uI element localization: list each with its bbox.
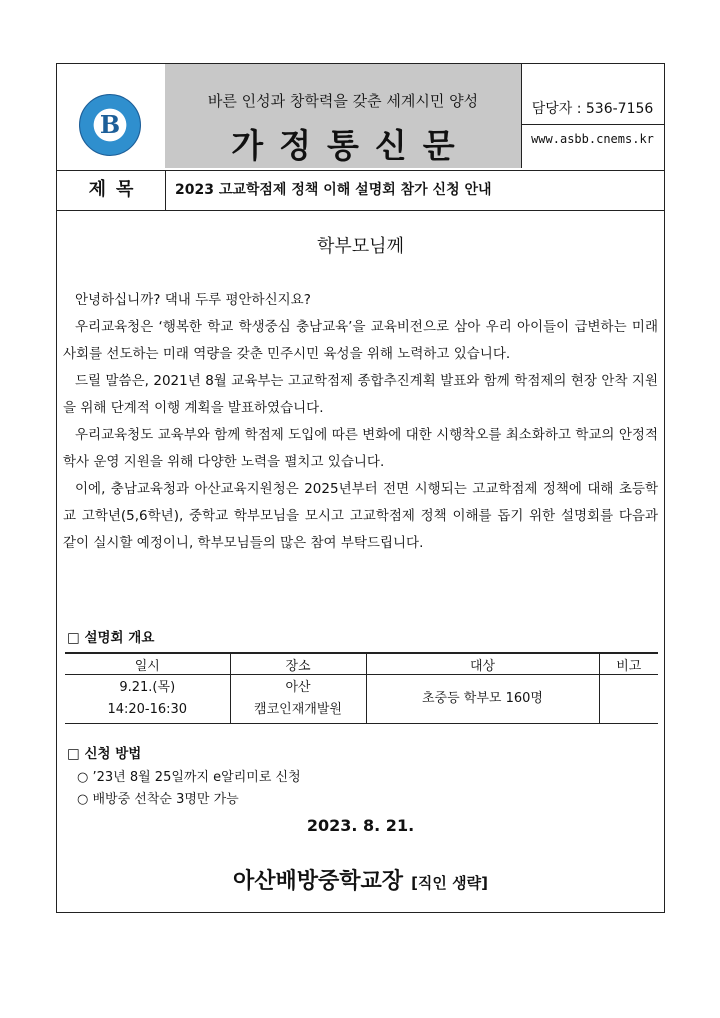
greeting: 학부모님께 <box>317 236 404 257</box>
col-header: 일시 <box>65 653 230 675</box>
place-venue: 캠코인재개발원 <box>254 702 342 717</box>
paragraph: 우리교육청도 교육부와 함께 학점제 도입에 따른 변화에 대한 시행착오를 최소화하고 학교의 안정적 학사 운영 지원을 위해 다양한 노력을 펼치고 있습니다. <box>63 427 658 470</box>
slogan: 바른 인성과 창학력을 갖춘 세계시민 양성 <box>207 92 479 110</box>
table-header-row <box>65 653 658 675</box>
page-title: 가정통신문 <box>231 126 471 165</box>
col-header: 대상 <box>366 653 599 675</box>
apply-item: ○ 배방중 선착순 3명만 가능 <box>77 792 239 807</box>
place-cell <box>230 675 366 724</box>
principal-name: 아산배방중학교장 <box>233 869 404 894</box>
note-cell <box>599 675 658 724</box>
contact-phone: 담당자 : 536-7156 <box>521 90 664 125</box>
logo-cell <box>57 64 166 168</box>
seal-note: [직인 생략] <box>411 874 488 892</box>
event-time: 14:20-16:30 <box>107 702 188 717</box>
subject-row <box>57 170 664 211</box>
website-link[interactable]: www.asbb.cnems.kr <box>531 132 654 146</box>
date-cell <box>65 675 230 724</box>
contact-cell <box>521 64 664 168</box>
event-date: 9.21.(목) <box>119 680 176 695</box>
logo-letter: B <box>99 110 121 139</box>
col-header: 비고 <box>599 653 658 675</box>
table-row <box>65 675 658 724</box>
overview-table <box>65 652 658 724</box>
notice-frame <box>56 63 665 913</box>
paragraph: 드릴 말씀은, 2021년 8월 교육부는 고교학점제 종합추진계획 발표와 함께 학점제의 현장 안착 지원을 위해 단계적 이행 계획을 발표하였습니다. <box>63 373 658 416</box>
signature <box>57 864 664 895</box>
place-city: 아산 <box>285 680 311 695</box>
apply-item: ○ ’23년 8월 25일까지 e알리미로 신청 <box>77 770 301 785</box>
overview-heading: □ 설명회 개요 <box>67 630 155 646</box>
school-logo <box>79 94 141 156</box>
paragraph: 이에, 충남교육청과 아산교육지원청은 2025년부터 전면 시행되는 고교학점제 정책에 대해 초등학교 고학년(5,6학년), 중학교 학부모님을 모시고 고교학점제 정책 이해를 돕기 위한 설명회를 다음과 같이 실시할 예정이니, 학부모님들의 많은 참여 부탁드립니다. <box>63 481 658 551</box>
paragraph: 우리교육청은 ‘행복한 학교 학생중심 충남교육’을 교육비전으로 삼아 우리 아이들이 급변하는 미래사회를 선도하는 미래 역량을 갖춘 민주시민 육성을 위해 노력하고 있습니다. <box>63 319 658 362</box>
paragraph: 안녕하십니까? 댁내 두루 평안하신지요? <box>75 292 311 308</box>
apply-heading: □ 신청 방법 <box>67 746 142 762</box>
subject-text: 2023 고교학점제 정책 이해 설명회 참가 신청 안내 <box>175 182 492 198</box>
title-cell <box>165 64 522 168</box>
subject-label: 제목 <box>57 170 166 210</box>
issue-date: 2023. 8. 21. <box>306 816 415 835</box>
body-text <box>63 287 658 557</box>
header <box>57 64 664 171</box>
target-cell: 초중등 학부모 160명 <box>366 675 599 724</box>
col-header: 장소 <box>230 653 366 675</box>
